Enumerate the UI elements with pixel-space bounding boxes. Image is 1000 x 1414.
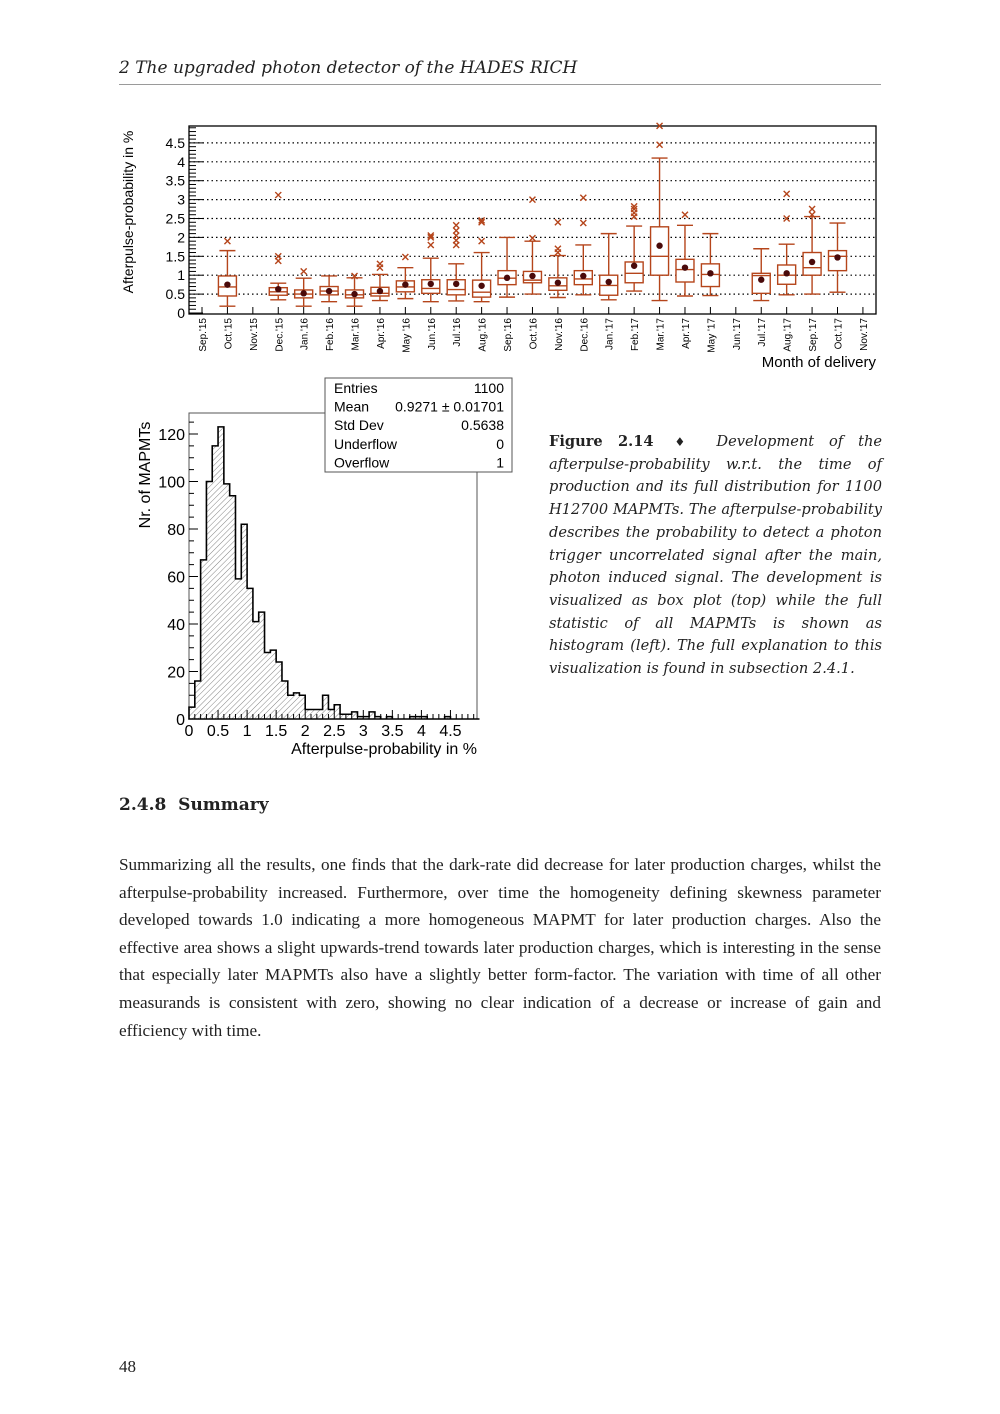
figure-caption-text: Development of the afterpulse-probability w.r.t. the time of production and its full distribution for 1100 H12700 MAPMTs. The afterpulse-probability describes the probability to detect a photon trigger uncorrelated signal after the main, photon induced signal. The development is visualized as box plot (top) while the full statistic of all MAPMTs is shown as histogram (left). The full explanation to this visualization is found in subsection 2.4.1. [549, 433, 882, 678]
x-tick-label: Jun.'16 [426, 318, 438, 350]
box-Aug.'17 [778, 191, 796, 295]
outlier-marker [529, 197, 535, 203]
summary-paragraph: Summarizing all the results, one finds that the dark-rate did decrease for later production charges, whilst the afterpulse-probability increased. Furthermore, over time the homogeneity defining skewness parameter developed towards 1.0 indicating a more homogeneous MAPMT for later production charges. Also the effective area shows a slight upwards-trend towards later production charges, which is interesting in the sense that especially later MAPMTs also have a slightly better form-factor. The variation with time of all other measurands is consistent with zero, showing no clear indication of a decrease or increase of gain and efficiency with time. [119, 855, 881, 1040]
mean-marker [351, 291, 357, 297]
running-header: 2 The upgraded photon detector of the HADES RICH [119, 58, 881, 85]
y-tick-label: 4.5 [165, 134, 185, 151]
y-tick-label: 1 [177, 267, 185, 284]
outlier-marker [453, 222, 459, 228]
x-tick-label: Aug.'17 [782, 318, 794, 352]
outlier-marker [377, 261, 383, 267]
y-tick-label: 2.5 [165, 210, 185, 227]
x-tick-label: Jul.'17 [757, 318, 769, 347]
mean-marker [428, 281, 434, 287]
outlier-marker [479, 238, 485, 244]
stats-value: 0.9271 ± 0.01701 [395, 398, 504, 415]
stats-box [325, 378, 512, 472]
y-axis-label: Nr. of MAPMTs [137, 421, 154, 529]
mean-marker [275, 286, 281, 292]
mean-marker [453, 281, 459, 287]
stats-value: 0.5638 [461, 417, 504, 434]
x-tick-label: Oct.'17 [833, 318, 845, 350]
x-tick-label: Nov.'15 [248, 318, 260, 351]
mean-marker [606, 279, 612, 285]
x-tick-label: Jul.'16 [452, 318, 464, 347]
mean-marker [504, 275, 510, 281]
stats-label: Entries [334, 380, 378, 396]
stats-label: Overflow [334, 454, 390, 471]
mean-marker [707, 270, 713, 276]
outlier-marker [428, 242, 434, 248]
outlier-marker [784, 191, 790, 197]
x-tick-label: Sep.'17 [808, 318, 820, 352]
stats-value: 0 [496, 435, 504, 452]
y-tick-label: 40 [167, 617, 185, 634]
figure-caption [549, 431, 882, 681]
outlier-marker [809, 206, 815, 212]
y-tick-label: 0 [176, 712, 185, 729]
box-Mar.'17 [651, 123, 669, 301]
section-number: 2.4.8 [119, 795, 167, 815]
x-tick-label: 3.5 [381, 723, 404, 740]
y-tick-label: 60 [167, 569, 185, 587]
x-tick-label: Jan.'17 [604, 318, 616, 350]
histogram-chart [0, 370, 540, 770]
x-tick-label: 0 [184, 723, 194, 740]
mean-marker [783, 270, 789, 276]
mean-marker [377, 288, 383, 294]
x-tick-label: Sep.'16 [503, 318, 515, 352]
box-Nov.'16 [549, 219, 567, 297]
outlier-marker [275, 192, 281, 198]
mean-marker [682, 264, 688, 270]
y-tick-label: 20 [167, 664, 185, 682]
x-tick-label: Dec.'16 [579, 318, 591, 352]
outlier-marker [529, 235, 535, 241]
box-Dec.'15 [269, 192, 287, 300]
stats-value: 1100 [473, 380, 504, 396]
x-tick-label: Nov.'16 [553, 318, 565, 351]
mean-marker [656, 243, 662, 249]
box-Oct.'16 [523, 197, 541, 295]
x-tick-label: May '17 [706, 318, 718, 353]
outlier-marker [580, 195, 586, 201]
box-Sep.'16 [498, 237, 516, 297]
mean-marker [580, 273, 586, 279]
y-tick-label: 120 [158, 427, 185, 444]
x-tick-label: 0.5 [206, 723, 230, 740]
section-title: Summary [178, 795, 269, 815]
stats-label: Mean [334, 398, 370, 415]
box-Dec.'16 [574, 195, 592, 295]
x-tick-label: Jun.'17 [731, 318, 743, 350]
y-tick-label: 0.5 [165, 286, 185, 303]
x-tick-label: 1 [242, 723, 252, 740]
x-tick-label: 4.5 [439, 723, 462, 740]
y-tick-label: 100 [158, 474, 185, 492]
y-tick-label: 3 [177, 191, 185, 208]
mean-marker [555, 280, 561, 286]
y-tick-label: 1.5 [165, 248, 185, 265]
x-tick-label: Mar.'16 [350, 318, 362, 351]
y-tick-label: 0 [177, 305, 185, 321]
box-Oct.'17 [829, 223, 847, 292]
outlier-marker [682, 212, 688, 218]
figure-label: Figure 2.14 [549, 433, 654, 450]
box-Jul.'16 [447, 222, 465, 301]
x-tick-label: 2.5 [323, 723, 346, 740]
outlier-marker [301, 268, 307, 274]
x-tick-label: Sep.'15 [198, 318, 209, 352]
stats-label: Underflow [334, 435, 398, 452]
box-Jul.'17 [752, 249, 770, 301]
boxplot-chart [0, 0, 1000, 380]
x-tick-label: Feb.'16 [325, 318, 337, 352]
diamond-separator-icon: ♦ [674, 435, 696, 449]
x-tick-label: 2 [300, 723, 310, 740]
x-tick-label: Feb.'17 [630, 318, 642, 352]
mean-marker [224, 281, 230, 287]
x-tick-label: 4 [416, 723, 426, 740]
y-tick-label: 2 [177, 229, 185, 246]
box-Jan.'17 [600, 234, 618, 300]
box-Apr.'16 [371, 261, 389, 301]
x-tick-label: Apr.'17 [680, 318, 692, 349]
stats-value: 1 [496, 454, 504, 471]
x-tick-label: Dec.'15 [274, 318, 286, 352]
y-tick-label: 4 [177, 153, 185, 170]
box-Oct.'15 [218, 238, 236, 306]
section-heading [119, 795, 269, 815]
page-number: 48 [119, 1357, 136, 1376]
mean-marker [758, 277, 764, 283]
x-tick-label: Aug.'16 [477, 318, 489, 352]
x-tick-label: 3 [358, 723, 368, 740]
box-Sep.'17 [803, 206, 821, 294]
mean-marker [478, 283, 484, 289]
mean-marker [300, 290, 306, 296]
box-Jun.'16 [422, 233, 440, 302]
box-May '17 [701, 234, 719, 296]
y-tick-label: 80 [167, 522, 185, 539]
mean-marker [326, 288, 332, 294]
mean-marker [402, 281, 408, 287]
outlier-marker [555, 246, 561, 252]
y-tick-label: 3.5 [165, 172, 185, 189]
mean-marker [809, 259, 815, 265]
mean-marker [631, 263, 637, 269]
outlier-marker [580, 220, 586, 226]
x-tick-label: Mar.'17 [655, 318, 667, 351]
outlier-marker [657, 142, 663, 148]
x-tick-label: Apr.'16 [375, 318, 387, 349]
x-tick-label: May '16 [401, 318, 413, 353]
outlier-marker [453, 228, 459, 234]
x-tick-label: Nov.'17 [858, 318, 870, 351]
box-Apr.'17 [676, 212, 694, 296]
box-Feb.'17 [625, 203, 643, 291]
box-Jan.'16 [295, 268, 313, 306]
x-tick-label: Jan.'16 [299, 318, 311, 350]
x-tick-label: Oct.'15 [223, 318, 235, 350]
x-axis-label: Afterpulse-probability in % [291, 741, 477, 758]
mean-marker [834, 254, 840, 260]
box-Aug.'16 [473, 217, 491, 301]
box-Feb.'16 [320, 276, 338, 302]
stats-label: Std Dev [334, 417, 384, 434]
outlier-marker [224, 238, 230, 244]
x-tick-label: Oct.'16 [528, 318, 540, 350]
box-Mar.'16 [346, 273, 364, 306]
x-tick-label: 1.5 [265, 723, 288, 740]
box-May '16 [396, 254, 414, 299]
outlier-marker [402, 254, 408, 260]
y-axis-label: Afterpulse-probability in % [120, 130, 136, 294]
x-axis-label: Month of delivery [761, 354, 876, 371]
mean-marker [529, 273, 535, 279]
outlier-marker [555, 219, 561, 225]
